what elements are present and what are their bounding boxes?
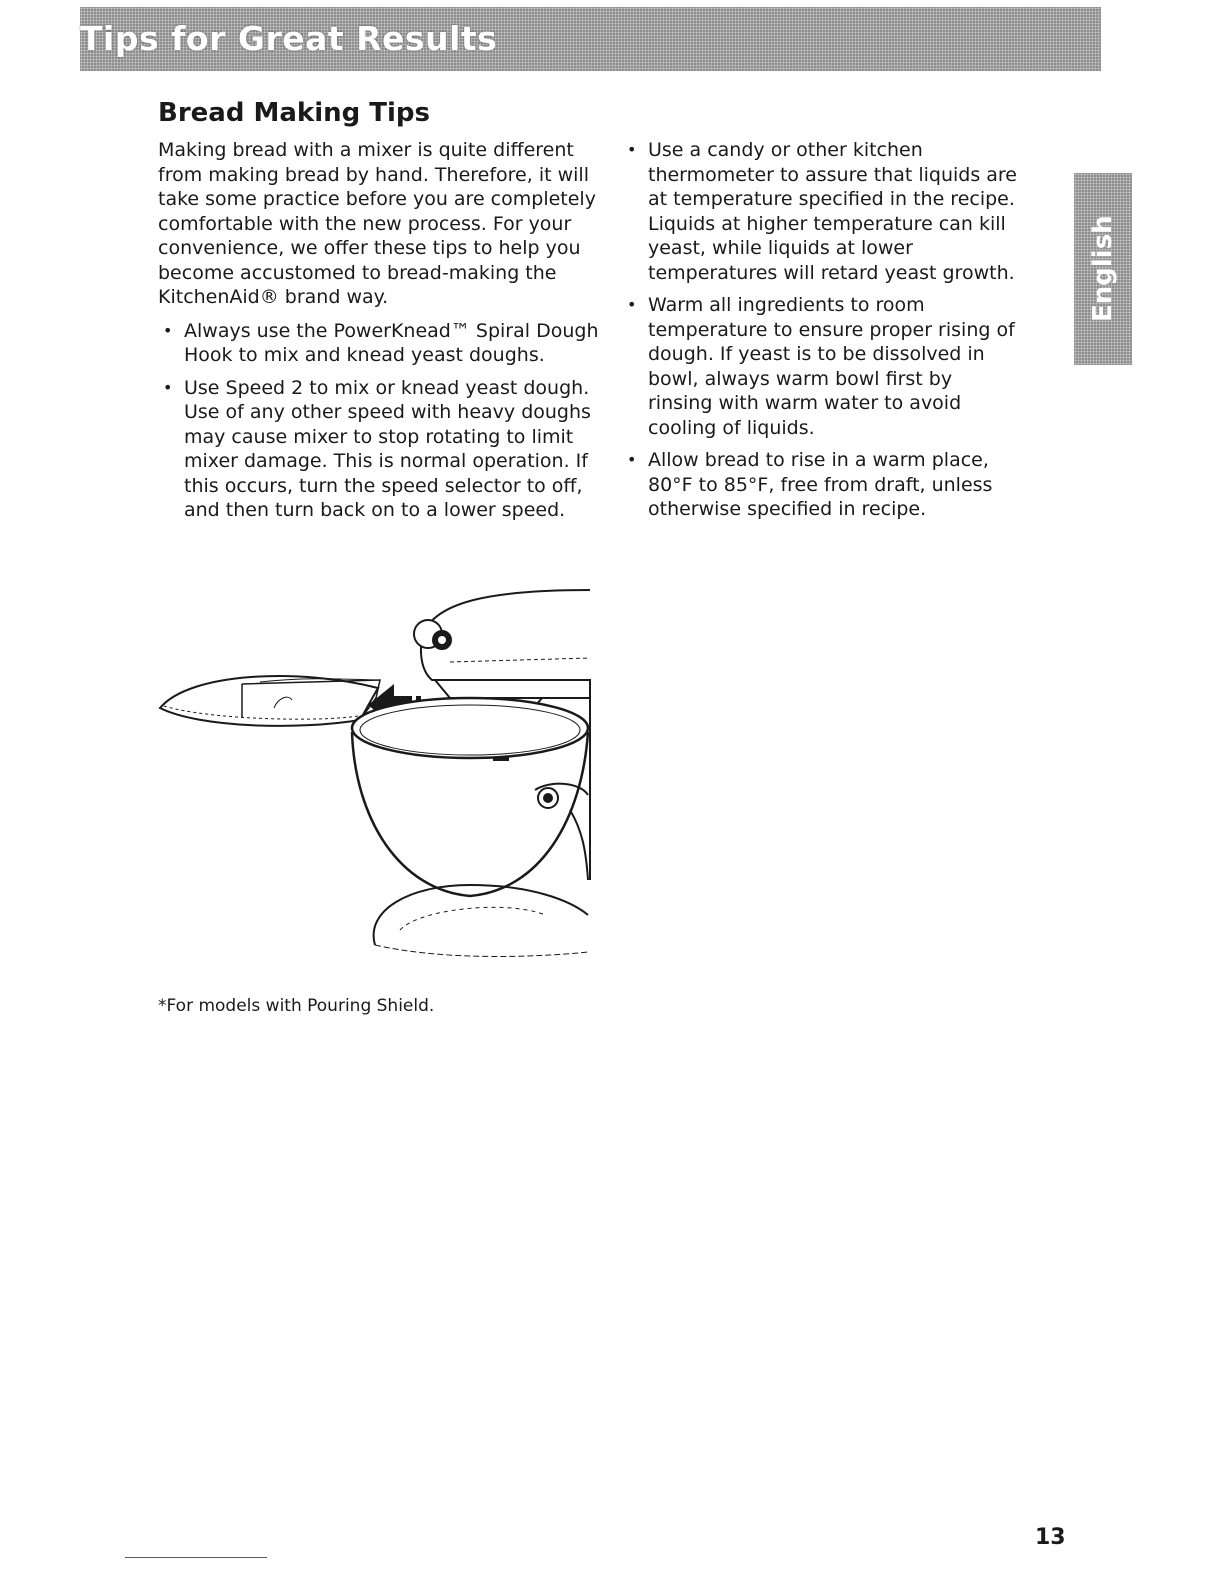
tip-item: • Allow bread to rise in a warm place, 80°F to 85°F, free from draft, unless otherwise specified in recipe. <box>622 448 1022 522</box>
intro-paragraph: Making bread with a mixer is quite different from making bread by hand. Therefore, it will take some practice before you are completely comfortable with the new process. For your convenience, we offer these tips to help you become accustomed to bread-making the KitchenAid® brand way. <box>158 139 596 308</box>
pouring-shield <box>160 676 380 726</box>
tip-item: • Use Speed 2 to mix or knead yeast dough. Use of any other speed with heavy doughs may cause mixer to stop rotating to limit mixer damage. This is normal operation. If this occurs, turn the speed selector to off, and then turn back on to a lower speed. <box>158 376 608 523</box>
tip-item: • Use a candy or other kitchen thermometer to assure that liquids are at temperature specified in the recipe. Liquids at higher temperature can kill yeast, while liquids at lower temperatures will retard yeast growth. <box>622 138 1022 285</box>
mixer-head <box>414 590 590 712</box>
mixer-bowl <box>352 698 588 896</box>
right-tip-list <box>622 138 1022 522</box>
tip-item: • Always use the PowerKnead™ Spiral Dough Hook to mix and knead yeast doughs. <box>158 319 608 368</box>
footnote: *For models with Pouring Shield. <box>158 996 435 1016</box>
page-number: 13 <box>1035 1525 1066 1550</box>
tip-item: • Warm all ingredients to room temperature to ensure proper rising of dough. If yeast is to be dissolved in bowl, always warm bowl first by rinsing with warm water to avoid cooling of liquids. <box>622 293 1022 440</box>
left-tip-list <box>158 319 608 523</box>
footer-rule <box>125 1557 267 1558</box>
right-column <box>622 138 1022 530</box>
mixer-pouring-shield-illustration <box>150 580 595 965</box>
left-column <box>158 138 608 531</box>
language-tab-label: English <box>1088 215 1118 323</box>
page-title: Tips for Great Results <box>80 19 498 58</box>
section-heading: Bread Making Tips <box>158 98 431 128</box>
